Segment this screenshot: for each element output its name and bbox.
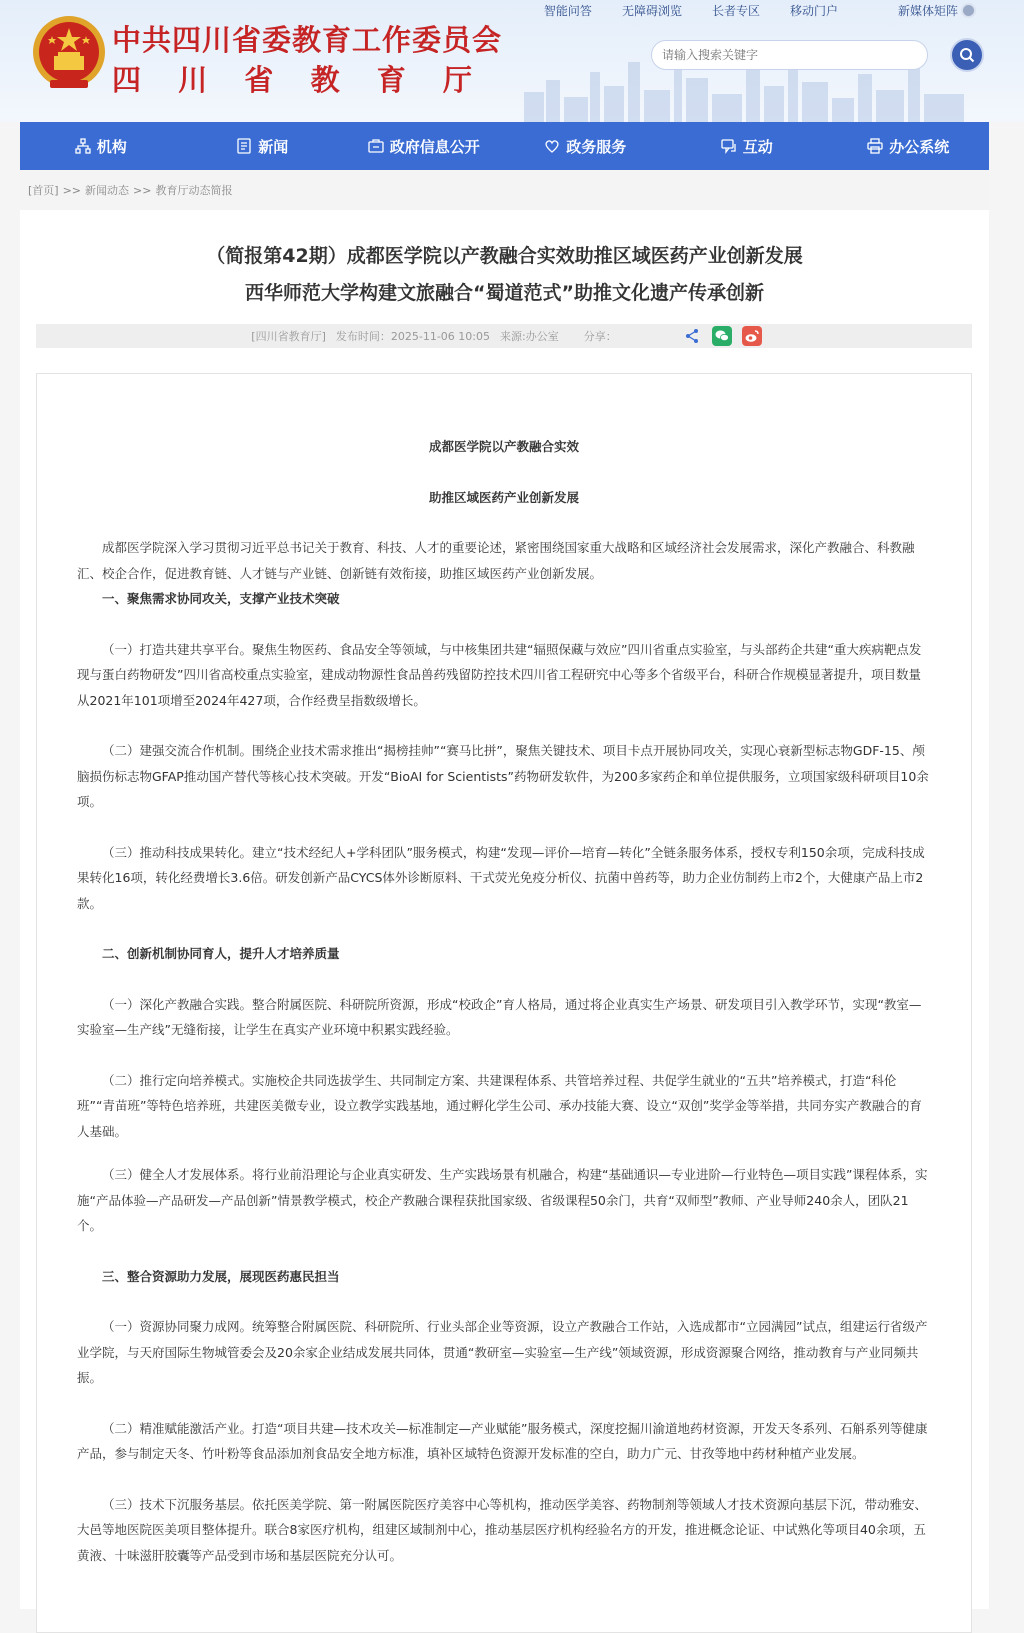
nav-label: 政府信息公开	[389, 137, 480, 156]
nav-label: 政务服务	[566, 137, 627, 156]
site-header	[0, 0, 1024, 122]
section-2-para-3: （三）健全人才发展体系。将行业前沿理论与企业真实研发、生产实践场景有机融合，构建“基础通识—专业进阶—行业特色—项目实践”课程体系，实施“产品体验—产品研发—产品创新”情景教学模式，校企产教融合课程获批国家级、省级课程50余门，共育“双师型”教师、产业导师240余人，团队21个。	[77, 1167, 928, 1233]
search-icon	[959, 47, 975, 63]
link-mobile-portal[interactable]: 移动门户	[789, 4, 838, 18]
dropdown-dot-icon	[961, 3, 976, 18]
nav-item-interaction[interactable]	[666, 122, 828, 170]
section-1-para-1: （一）打造共建共享平台。聚焦生物医药、食品安全等领域，与中核集团共建“辐照保藏与效应”四川省重点实验室，与头部药企共建“重大疾病靶点发现与蛋白药物研发”四川省高校重点实验室，建成动物源性食品兽药残留防控技术四川省工程研究中心等多个省级平台，科研合作规模显著提升，项目数量从2021年101项增至2024年427项，合作经费呈指数级增长。	[77, 641, 922, 708]
wechat-icon	[714, 328, 730, 344]
publish-time: 发布时间：2025-11-06 10:05	[335, 330, 490, 343]
section-3-title: 三、整合资源助力发展，展现医药惠民担当	[102, 1268, 340, 1284]
breadcrumb-separator: >>	[62, 183, 82, 197]
breadcrumb-separator: >>	[133, 183, 152, 197]
article-subtitle-1: 成都医学院以产教融合实效	[428, 439, 579, 454]
weibo-share-button[interactable]	[742, 326, 762, 346]
article-body	[37, 374, 971, 1568]
section-2-para-1: （一）深化产教融合实践。整合附属医院、科研院所资源，形成“校政企”育人格局，通过将企业真实生产场景、研发项目引入教学环节，实现“教室—实验室—生产线”无缝衔接，让学生在真实产业环境中积累实践经验。	[77, 996, 922, 1037]
link-elderly-zone[interactable]: 长者专区	[711, 4, 760, 18]
nav-label: 互动	[742, 137, 773, 156]
section-2-para-2: （二）推行定向培养模式。实施校企共同选拔学生、共同制定方案、共建课程体系、共管培养过程、共促学生就业的“五共”培养模式，打造“科伦班”“青苗班”等特色培养班，共建医美微专业，设立教学实践基地，通过孵化学生公司、承办技能大赛、设立“双创”奖学金等举措，共同夯实产教融合的育人基础。	[77, 1072, 922, 1139]
article-subtitle-2: 助推区域医药产业创新发展	[428, 489, 579, 505]
breadcrumb-home[interactable]: [首页]	[28, 184, 59, 197]
dept-char: 省	[244, 63, 274, 97]
share-button[interactable]	[682, 326, 702, 346]
link-smart-qa[interactable]: 智能问答	[543, 4, 592, 18]
share-label: 分享：	[583, 330, 617, 343]
headline-line-2: 西华师范大学构建文旅融合“蜀道范式”助推文化遗产传承创新	[245, 282, 764, 304]
section-1-para-3: （三）推动科技成果转化。建立“技术经纪人+学科团队”服务模式，构建“发现—评价—培育—转化”全链条服务体系，授权专利150余项，完成科技成果转化16项，转化经费增长3.6倍。研发创新产品CYCS体外诊断原料、干式荧光免疫分析仪、抗菌中兽药等，助力企业仿制药上市2个，大健康产品上市2款。	[77, 844, 925, 911]
nav-label: 机构	[96, 137, 127, 156]
dept-char: 四	[112, 63, 142, 97]
article-headline	[20, 238, 989, 312]
org-name: 中共四川省委教育工作委员会	[112, 23, 503, 57]
chat-icon	[721, 138, 737, 154]
section-1-title: 一、聚焦需求协同攻关，支撑产业技术突破	[102, 591, 340, 606]
section-2-title: 二、创新机制协同育人，提升人才培养质量	[102, 946, 340, 961]
section-3-para-2: （二）精准赋能激活产业。打造“项目共建—技术攻关—标准制定—产业赋能”服务模式，深度挖掘川渝道地药材资源，开发天冬系列、石斛系列等健康产品，参与制定天冬、竹叶粉等食品添加剂食品安全地方标准，填补区域特色资源开发标准的空白，助力广元、甘孜等地中药材种植产业发展。	[77, 1420, 928, 1461]
heart-hand-icon	[544, 138, 560, 154]
nav-item-news[interactable]	[182, 122, 344, 170]
link-new-media-label: 新媒体矩阵	[897, 4, 958, 18]
wechat-share-button[interactable]	[712, 326, 732, 346]
nav-item-office-system[interactable]	[828, 122, 990, 170]
article-intro: 成都医学院深入学习贯彻习近平总书记关于教育、科技、人才的重要论述，紧密围绕国家重大战略和区域经济社会发展需求，深化产教融合、科教融汇、校企合作，促进教育链、人才链与产业链、创新链有效衔接，助推区域医药产业创新发展。	[77, 540, 915, 581]
page-body	[20, 170, 989, 1609]
nav-item-gov-service[interactable]	[505, 122, 667, 170]
nav-item-institution[interactable]	[20, 122, 182, 170]
nav-label: 新闻	[258, 137, 289, 156]
section-3-para-3: （三）技术下沉服务基层。依托医美学院、第一附属医院医疗美容中心等机构，推动医学美容、药物制剂等领域人才技术资源向基层下沉，带动雅安、大邑等地医院医美项目整体提升。联合8家医疗机构，组建区域制剂中心，推动基层医疗机构经验名方的开发，推进概念论证、中试熟化等项目40余项，五黄液、十味滋肝胶囊等产品受到市场和基层医院充分认可。	[77, 1496, 928, 1563]
printer-icon	[867, 138, 883, 154]
origin: 来源:办公室	[500, 330, 559, 343]
news-icon	[236, 138, 252, 154]
breadcrumb	[20, 170, 989, 210]
source-dept: [四川省教育厅]	[251, 330, 326, 343]
link-accessibility[interactable]: 无障碍浏览	[621, 4, 682, 18]
nav-label: 办公系统	[889, 137, 950, 156]
dept-char: 教	[310, 63, 340, 97]
article-meta-bar	[36, 324, 972, 348]
nav-item-gov-info[interactable]	[343, 122, 505, 170]
top-links-bar	[514, 2, 976, 19]
article-content-box	[36, 373, 972, 1633]
dept-char: 川	[178, 63, 208, 97]
national-emblem-icon	[30, 14, 108, 94]
breadcrumb-news[interactable]: 新闻动态	[85, 184, 130, 197]
main-nav	[20, 122, 989, 170]
search-button[interactable]	[950, 38, 984, 72]
dept-char: 育	[376, 63, 406, 97]
link-new-media[interactable]	[868, 2, 976, 19]
search-input[interactable]	[651, 40, 928, 70]
dept-char: 厅	[442, 63, 472, 97]
folder-icon	[368, 138, 384, 154]
section-3-para-1: （一）资源协同聚力成网。统筹整合附属医院、科研院所、行业头部企业等资源，设立产教融合工作站，入选成都市“立园满园”试点，组建运行省级产业学院，与天府国际生物城管委会及20余家企业结成发展共同体，贯通“教研室—实验室—生产线”领域资源，形成资源聚合网络，推动教育与产业同频共振。	[77, 1319, 928, 1385]
share-icons	[682, 326, 762, 346]
share-icon	[684, 328, 700, 344]
headline-line-1: （简报第42期）成都医学院以产教融合实效助推区域医药产业创新发展	[206, 245, 803, 267]
weibo-icon	[744, 328, 760, 344]
section-1-para-2: （二）建强交流合作机制。围绕企业技术需求推出“揭榜挂帅”“赛马比拼”，聚焦关键技术、项目卡点开展协同攻关，实现心衰新型标志物GDF-15、颅脑损伤标志物GFAP推动国产替代等核心技术突破。开发“BioAI for Scientists”药物研发软件，为200多家药企和单位提供服务，立项国家级科研项目10余项。	[77, 743, 929, 809]
dept-name	[112, 58, 472, 99]
breadcrumb-briefing[interactable]: 教育厅动态简报	[155, 184, 233, 197]
org-chart-icon	[75, 138, 91, 154]
